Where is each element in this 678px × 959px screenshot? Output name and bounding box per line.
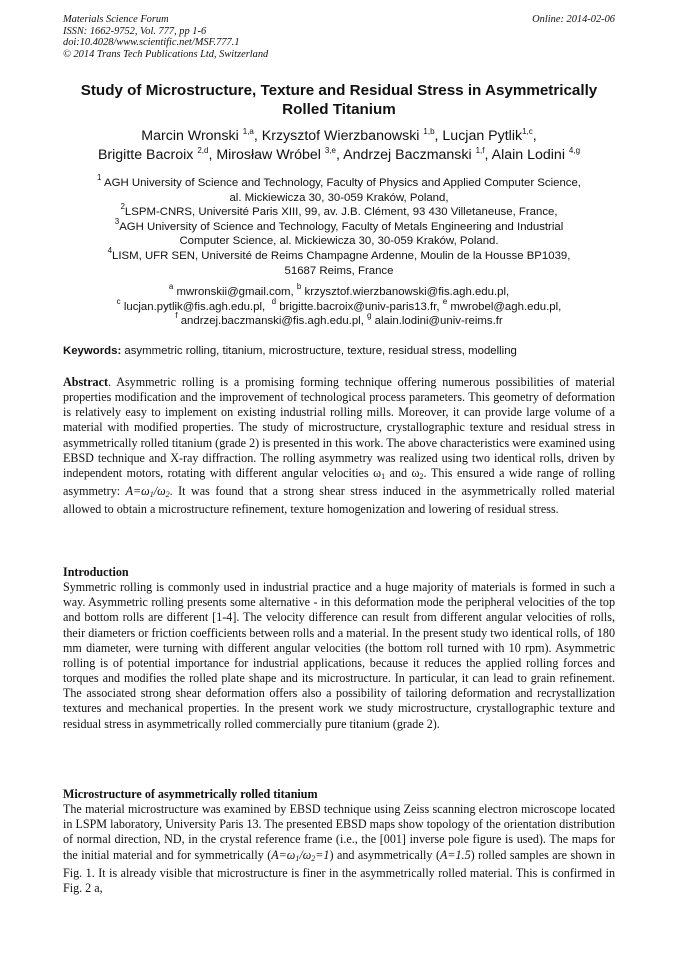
author-separator: , bbox=[434, 128, 443, 144]
formula: /ω bbox=[299, 847, 312, 862]
journal-header bbox=[63, 14, 615, 60]
abstract-section bbox=[63, 375, 615, 517]
author-affil-mark: 1,a bbox=[242, 127, 254, 136]
abstract-label: Abstract bbox=[63, 375, 109, 389]
section-heading: Introduction bbox=[63, 565, 129, 579]
abstract-paragraph bbox=[63, 375, 615, 517]
affiliation-mark: 3 bbox=[114, 216, 120, 226]
abstract-text: . This ensured a wide range of rolling asymmetry: bbox=[63, 465, 616, 499]
affiliation-text: AGH University of Science and Technology, Faculty of Metals Engineering and Industrial bbox=[119, 220, 564, 233]
email-address[interactable]: lucjan.pytlik@fis.agh.edu.pl, bbox=[123, 300, 266, 313]
email-mark: e bbox=[442, 296, 448, 306]
affiliation-line bbox=[40, 245, 638, 264]
email-mark: g bbox=[367, 311, 372, 321]
email-address[interactable]: andrzej.baczmanski@fis.agh.edu.pl, bbox=[180, 315, 364, 328]
email-line-1 bbox=[40, 282, 638, 300]
affiliation-text: LISM, UFR SEN, Université de Reims Champagne Ardenne, Moulin de la Housse BP1039, bbox=[112, 249, 571, 262]
microstructure-section bbox=[63, 787, 615, 896]
author-separator: , bbox=[208, 146, 217, 163]
email-address[interactable]: brigitte.bacroix@univ-paris13.fr, bbox=[279, 300, 440, 313]
subscript: 2 bbox=[419, 471, 424, 481]
formula: A=ω bbox=[125, 484, 150, 499]
subscript: 2 bbox=[165, 490, 170, 500]
author-separator: , bbox=[253, 128, 262, 144]
affiliation-line: 51687 Reims, France bbox=[284, 264, 394, 277]
abstract-text: . Asymmetric rolling is a promising forming technique offering numerous possibilities of material properties modification and the improvement of technological process parameters. This geometry of deformation is relatively easy to implement on existing industrial rolling mills. Moreover, it can provide large volume of a material with modified properties. The study of microstructure, crystallographic texture and residual stress in asymmetrically rolled titanium (grade 2) is presented in this work. The above characteristics were examined using EBSD technique and X-ray diffraction. The rolling asymmetry was realized using two identical rolls, driven by independent motors, rotating with different angular velocities ω bbox=[63, 375, 615, 480]
introduction-section bbox=[63, 565, 615, 732]
formula: A=1.5 bbox=[439, 847, 471, 862]
author-name: Marcin Wronski bbox=[141, 128, 239, 144]
author-name: Krzysztof Wierzbanowski bbox=[261, 128, 420, 144]
copyright-line: © 2014 Trans Tech Publications Ltd, Switzerland bbox=[63, 48, 269, 60]
affiliations bbox=[40, 173, 638, 278]
abstract-text: and ω bbox=[385, 465, 420, 480]
body-text: ) rolled samples are shown in Fig. 1. It is already visible that microstructure is finer in the asymmetrically rolled material. This is confirmed in Fig. 2 a, bbox=[63, 847, 615, 895]
issn-line: ISSN: 1662-9752, Vol. 777, pp 1-6 bbox=[63, 25, 207, 37]
author-list bbox=[40, 127, 638, 164]
body-text: ) and asymmetrically ( bbox=[329, 847, 440, 862]
author-affil-mark: 4,g bbox=[568, 145, 581, 155]
affiliation-line bbox=[40, 216, 638, 235]
affiliation-line: al. Mickiewicza 30, 30-059 Kraków, Poland, bbox=[229, 191, 449, 204]
affiliation-mark: 2 bbox=[120, 202, 125, 212]
affiliation-line bbox=[40, 173, 638, 191]
body-text: The material microstructure was examined by EBSD technique using Zeiss scanning electron microscope located in LSPM laboratory, University Paris 13. The presented EBSD maps show topology of the orientation distribution of normal direction, ND, in the crystal reference frame (i.e., the [001] inverse pole figure is used). The maps for the initial material and for symmetrically ( bbox=[63, 802, 615, 862]
author-affil-mark: 1,f bbox=[475, 145, 485, 155]
author-separator: , bbox=[336, 146, 344, 163]
keywords-text: asymmetric rolling, titanium, microstructure, texture, residual stress, modelling bbox=[124, 345, 517, 357]
formula: /ω bbox=[153, 484, 166, 499]
author-affil-mark: 1,c bbox=[522, 127, 533, 136]
journal-name: Materials Science Forum bbox=[63, 14, 169, 25]
author-affil-mark: 1,b bbox=[423, 127, 435, 136]
title-line-2: Rolled Titanium bbox=[282, 100, 396, 118]
author-name: Mirosław Wróbel bbox=[216, 146, 321, 163]
author-name: Lucjan Pytlik bbox=[442, 128, 523, 144]
subscript: 1 bbox=[295, 853, 300, 863]
affiliation-text: LSPM-CNRS, Université Paris XIII, 99, av. J.B. Clément, 93 430 Villetaneuse, France, bbox=[124, 206, 558, 219]
online-date: Online: 2014-02-06 bbox=[532, 14, 615, 25]
affiliation-text: AGH University of Science and Technology, Faculty of Physics and Applied Computer Science, bbox=[104, 177, 581, 189]
email-address[interactable]: mwronskii@gmail.com, bbox=[176, 286, 294, 298]
formula: A=ω bbox=[271, 847, 296, 862]
keywords-label: Keywords: bbox=[63, 345, 122, 357]
author-line-2 bbox=[40, 146, 638, 165]
subscript: 2 bbox=[311, 853, 316, 863]
email-address[interactable]: mwrobel@agh.edu.pl, bbox=[450, 300, 562, 313]
affiliation-mark: 1 bbox=[97, 173, 102, 182]
author-name: Alain Lodini bbox=[491, 146, 565, 163]
microstructure-paragraph bbox=[63, 802, 615, 896]
affiliation-mark: 4 bbox=[107, 245, 113, 255]
author-separator: , bbox=[484, 146, 492, 163]
subscript: 1 bbox=[149, 490, 154, 500]
email-mark: b bbox=[296, 282, 302, 291]
affiliation-line: Computer Science, al. Mickiewicza 30, 30-059 Kraków, Poland. bbox=[179, 235, 499, 248]
email-line-3 bbox=[40, 311, 638, 329]
email-line-2 bbox=[40, 296, 638, 315]
author-affil-mark: 3,e bbox=[324, 145, 336, 155]
author-affil-mark: 2,d bbox=[197, 145, 209, 155]
author-name: Brigitte Bacroix bbox=[97, 146, 194, 163]
email-mark: c bbox=[116, 296, 121, 306]
email-list bbox=[40, 282, 638, 329]
affiliation-line bbox=[40, 202, 638, 220]
author-separator: , bbox=[532, 128, 537, 144]
email-mark: a bbox=[168, 282, 174, 291]
keywords bbox=[63, 344, 623, 359]
author-name: Andrzej Baczmanski bbox=[343, 146, 472, 163]
subscript: 1 bbox=[381, 471, 386, 481]
author-line-1 bbox=[40, 127, 638, 146]
introduction-paragraph: Symmetric rolling is commonly used in industrial practice and a huge majority of materials is formed in such a way. Asymmetric rolling presents some alternative - in this deformation mode the peripheral velocities of the top and bottom rolls are different [1-4]. The velocity difference can result from different angular velocities of rolls, their diameters or friction coefficients between rolls and a material. In the present study two identical rolls, of 180 mm diameter, were turning with different angular velocities (the bottom roll turned with 10 rpm). Asymmetric rolling is of potential importance for industrial applications, because it reduces the applied rolling forces and torques and modifies the rolled plate shape and its microstructure. In particular, it can lead to grain refinement. The associated strong shear deformation offers also a possibility of tailoring deformation and recrystallization textures and mechanical properties. In the present work we study microstructure, crystallographic texture and residual stress in asymmetrically rolled commercially pure titanium (grade 2). bbox=[63, 580, 615, 731]
email-address[interactable]: krzysztof.wierzbanowski@fis.agh.edu.pl, bbox=[304, 286, 510, 298]
abstract-text: . It was found that a strong shear stress induced in the asymmetrically rolled material allowed to obtain a microstructure refinement, texture homogenization and lowering of residual stress. bbox=[63, 484, 616, 517]
formula: =1 bbox=[315, 847, 330, 862]
email-address[interactable]: alain.lodini@univ-reims.fr bbox=[374, 315, 503, 328]
paper-title bbox=[40, 82, 638, 119]
email-mark: f bbox=[175, 311, 178, 321]
title-line-1: Study of Microstructure, Texture and Residual Stress in Asymmetrically bbox=[80, 82, 598, 99]
doi-line: doi:10.4028/www.scientific.net/MSF.777.1 bbox=[63, 37, 240, 49]
section-heading: Microstructure of asymmetrically rolled titanium bbox=[63, 787, 318, 801]
email-mark: d bbox=[271, 296, 277, 306]
